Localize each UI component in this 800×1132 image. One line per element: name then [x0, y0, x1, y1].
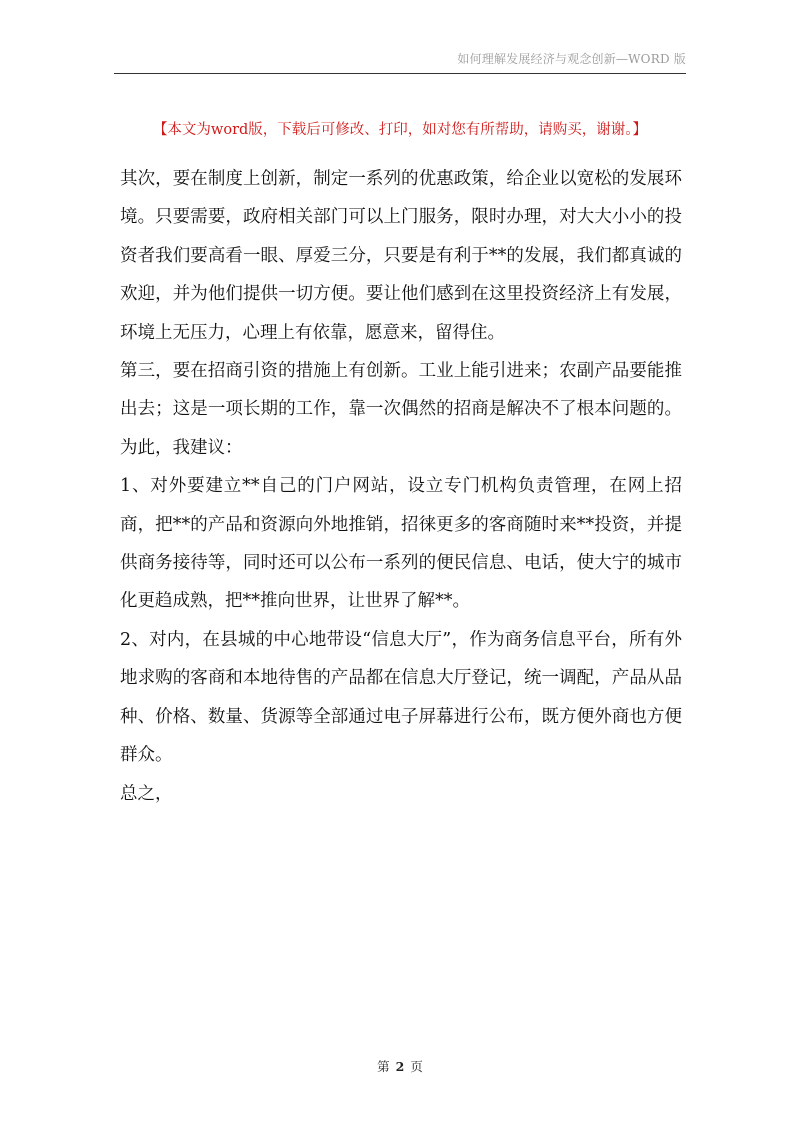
paragraph-conclusion: 总之，: [120, 783, 173, 804]
paragraph-investment-measures: 第三，要在招商引资的措施上有创新。工业上能引进来；农副产品要能推出去；这是一项长期的工作，靠一次偶然的招商是解决不了根本问题的。为此，我建议：: [120, 361, 682, 458]
page-number: [0, 1057, 800, 1075]
page-number-suffix: 页: [410, 1059, 423, 1074]
page-header-title: 如何理解发展经济与观念创新—WORD 版: [457, 52, 686, 66]
paragraph-suggestion-1: 1、对外要建立**自己的门户网站，设立专门机构负责管理，在网上招商，把**的产品和资源向外地推销，招徕更多的客商随时来**投资，并提供商务接待等，同时还可以公布一系列的便民信息、电话，使大宁的城市化更趋成熟，把**推向世界，让世界了解**。: [120, 476, 682, 612]
paragraph-suggestion-2: 2、对内，在县城的中心地带设“信息大厅”，作为商务信息平台，所有外地求购的客商和本地待售的产品都在信息大厅登记，统一调配，产品从品种、价格、数量、货源等全部通过电子屏幕进行公布，既方便外商也方便群众。: [120, 629, 682, 766]
document-body: [120, 160, 682, 813]
page-number-value: 2: [395, 1059, 405, 1074]
page-number-prefix: 第: [377, 1059, 390, 1074]
header-divider: [114, 73, 686, 74]
download-notice: 【本文为word版，下载后可修改、打印，如对您有所帮助，请购买，谢谢。】: [152, 122, 648, 138]
paragraph-institutional-innovation: 其次，要在制度上创新，制定一系列的优惠政策，给企业以宽松的发展环境。只要需要，政府相关部门可以上门服务，限时办理，对大大小小的投资者我们要高看一眼、厚爱三分，只要是有利于**的发展，我们都真诚的欢迎，并为他们提供一切方便。要让他们感到在这里投资经济上有发展，环境上无压力，心理上有依靠，愿意来，留得住。: [120, 169, 682, 343]
